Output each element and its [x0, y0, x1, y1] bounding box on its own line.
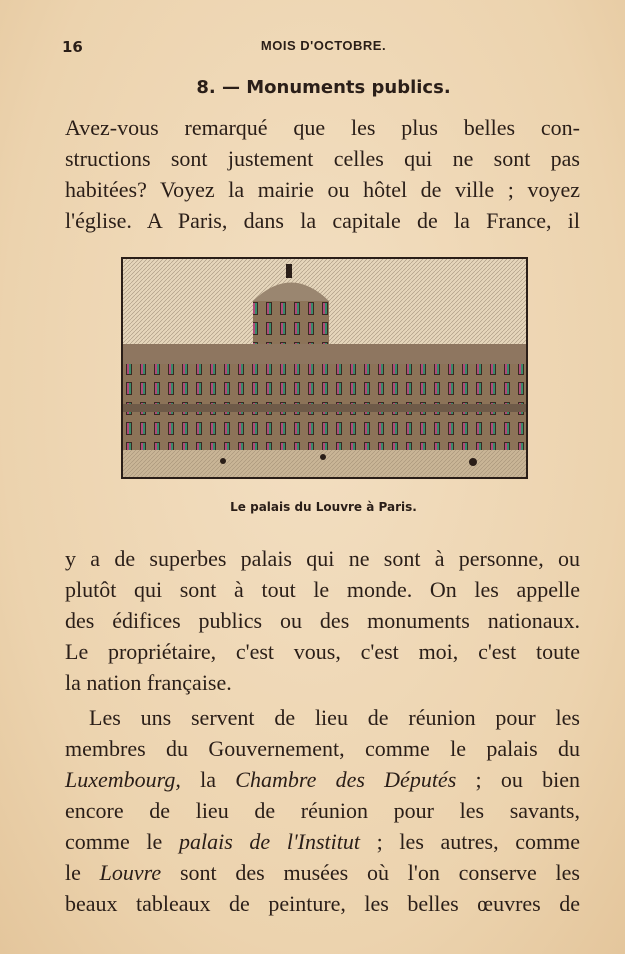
text-segment: Les uns servent de lieu de réunion pour les: [89, 705, 580, 730]
text-line: membres du Gouvernement, comme le palais du: [65, 736, 580, 761]
text-line: Avez-vous remarqué que les plus belles con-: [65, 115, 580, 140]
text-segment: le: [65, 860, 100, 885]
text-segment: sont des musées où l'on conserve les: [161, 860, 580, 885]
text-segment: ; les autres, comme: [360, 829, 580, 854]
louvre-illustration: [123, 259, 526, 477]
text-segment: ; ou bien: [456, 767, 580, 792]
running-title: MOIS D'OCTOBRE.: [260, 38, 387, 53]
section-title: 8. — Monuments publics.: [196, 77, 451, 98]
paragraph-buildings: [65, 702, 580, 919]
text-line: la nation française.: [65, 670, 232, 695]
figure-caption: Le palais du Louvre à Paris.: [230, 500, 417, 514]
text-line: encore de lieu de réunion pour les savants,: [65, 798, 580, 823]
text-line: Le propriétaire, c'est vous, c'est moi, c'est toute: [65, 639, 580, 664]
italic-name: Louvre: [99, 860, 162, 885]
page-header: [62, 38, 585, 56]
text-line: [65, 826, 580, 857]
italic-name: palais de l'Institut: [178, 829, 360, 854]
paragraph-continued: [65, 543, 580, 698]
louvre-engraving: [121, 257, 528, 479]
text-line: plutôt qui sont à tout le monde. On les appelle: [65, 577, 580, 602]
italic-name: Luxembourg,: [65, 767, 181, 792]
text-line: structions sont justement celles qui ne sont pas: [65, 146, 580, 171]
text-line: y a de superbes palais qui ne sont à personne, ou: [65, 546, 580, 571]
paragraph-intro: [65, 112, 580, 236]
text-segment: la: [180, 767, 236, 792]
page-number: 16: [62, 38, 83, 56]
text-line: [65, 702, 580, 733]
text-line: [65, 764, 580, 795]
text-segment: comme le: [65, 829, 179, 854]
text-line: l'église. A Paris, dans la capitale de la France, il: [65, 208, 580, 233]
text-line: [65, 857, 580, 888]
text-line: habitées? Voyez la mairie ou hôtel de ville ; voyez: [65, 177, 580, 202]
text-line: des édifices publics ou des monuments nationaux.: [65, 608, 580, 633]
text-line: beaux tableaux de peinture, les belles œuvres de: [65, 891, 580, 916]
italic-name: Chambre des Députés: [235, 767, 457, 792]
